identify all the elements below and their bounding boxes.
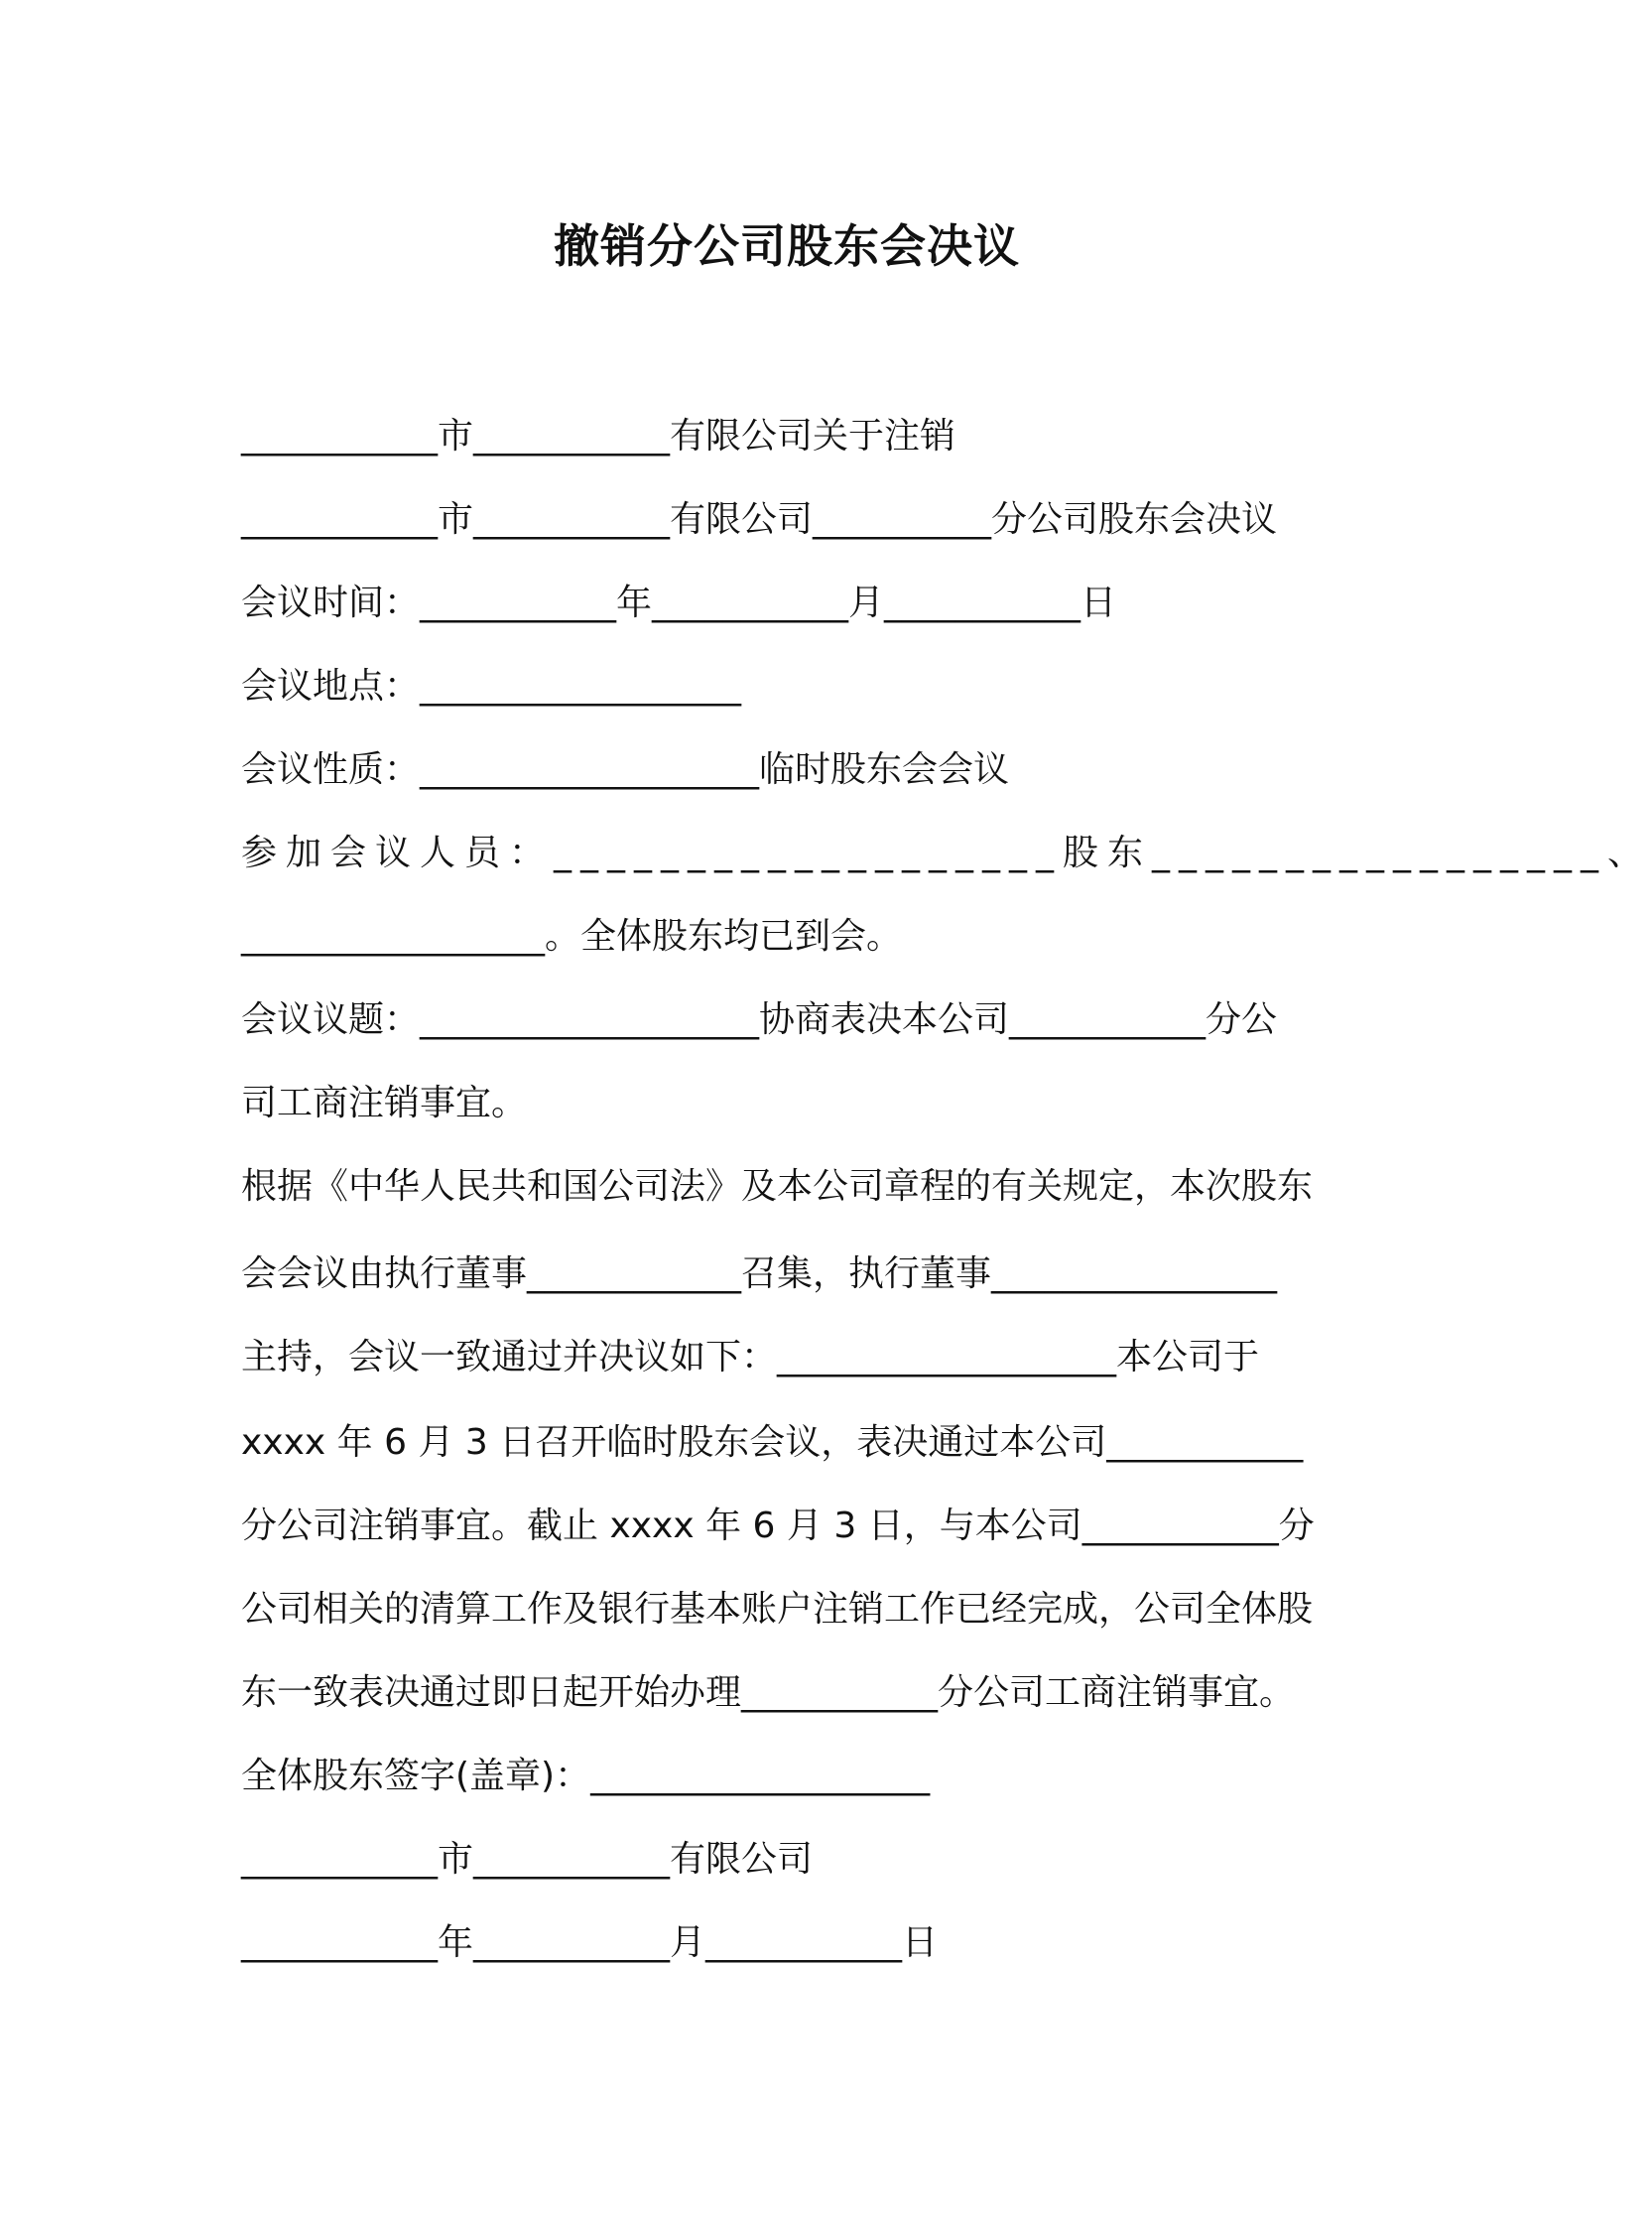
body-paragraph-line-2: 会会议由执行董事____________召集，执行董事________________ — [241, 1253, 1278, 1294]
meeting-time-line: 会议时间：___________年___________月___________日 — [241, 583, 1117, 623]
agenda-continued-line: 司工商注销事宜。 — [241, 1083, 528, 1123]
meeting-nature-line: 会议性质：___________________临时股东会会议 — [241, 749, 1010, 790]
date-line: ___________年___________月___________日 — [241, 1922, 938, 1963]
signature-line: 全体股东签字(盖章)：___________________ — [241, 1756, 931, 1796]
agenda-line: 会议议题：___________________协商表决本公司___________分公 — [241, 999, 1278, 1040]
body-paragraph-line-3: 主持，会议一致通过并决议如下：___________________本公司于 — [241, 1337, 1260, 1377]
heading-line-1: ___________市___________有限公司关于注销 — [241, 416, 956, 457]
body-paragraph-line-6: 公司相关的清算工作及银行基本账户注销工作已经完成，公司全体股 — [241, 1589, 1314, 1630]
document-title: 撤销分公司股东会决议 — [554, 219, 1020, 273]
attendees-line: 参加会议人员：___________________股东_________________、 — [241, 833, 1652, 873]
meeting-location-line: 会议地点：__________________ — [241, 666, 742, 707]
body-paragraph-line-4: xxxx 年 6 月 3 日召开临时股东会议，表决通过本公司___________ — [241, 1422, 1304, 1463]
attendees-continued-line: _________________。全体股东均已到会。 — [241, 916, 903, 957]
heading-line-2: ___________市___________有限公司__________分公司股东会决议 — [241, 499, 1278, 540]
body-paragraph-line-1: 根据《中华人民共和国公司法》及本公司章程的有关规定，本次股东 — [241, 1166, 1314, 1207]
body-paragraph-line-7: 东一致表决通过即日起开始办理___________分公司工商注销事宜。 — [241, 1672, 1296, 1713]
company-name-line: ___________市___________有限公司 — [241, 1839, 814, 1880]
body-paragraph-line-5: 分公司注销事宜。截止 xxxx 年 6 月 3 日，与本公司___________分 — [241, 1506, 1315, 1546]
